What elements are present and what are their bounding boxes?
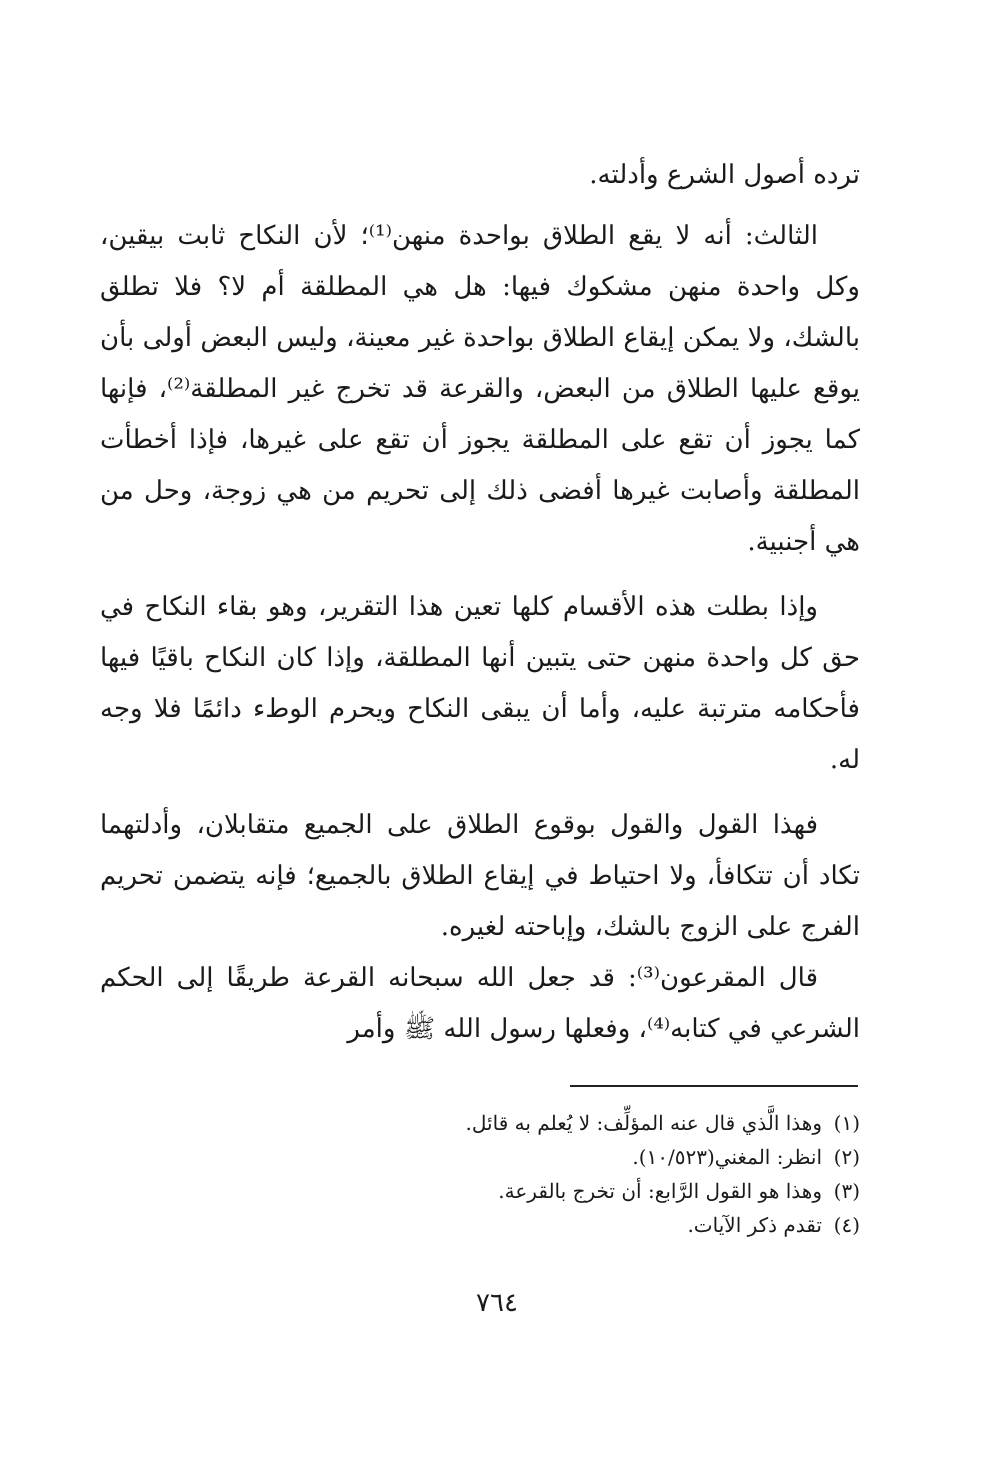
footnote-item bbox=[260, 1140, 860, 1174]
footnote-item bbox=[260, 1208, 860, 1242]
footnote-number: (٣) bbox=[833, 1179, 860, 1203]
footnote-item bbox=[260, 1106, 860, 1140]
page-number: ٧٦٤ bbox=[476, 1288, 518, 1318]
footnote-text: تقدم ذكر الآيات. bbox=[687, 1213, 822, 1237]
main-text bbox=[100, 150, 860, 1055]
footnote-number: (٤) bbox=[833, 1213, 860, 1237]
paragraph-2: الثالث: أنه لا يقع الطلاق بواحدة منهن⁽¹⁾؛ لأن النكاح ثابت بيقين، وكل واحدة منهن مشكوك فيها: هل هي المطلقة أم لا؟ فلا تطلق بالشك، ولا يمكن إيقاع الطلاق بواحدة غير معينة، وليس البعض أولى بأن يوقع عليها الطلاق من البعض، والقرعة قد تخرج غير المطلقة⁽²⁾، فإنها كما يجوز أن تقع على المطلقة يجوز أن تقع على غيرها، فإذا أخطأت المطلقة وأصابت غيرها أفضى ذلك إلى تحريم من هي زوجة، وحل من هي أجنبية. bbox=[100, 221, 860, 557]
footnotes bbox=[260, 1106, 860, 1242]
footnote-text: وهذا هو القول الرَّابع: أن تخرج بالقرعة. bbox=[498, 1179, 822, 1203]
paragraph-4: فهذا القول والقول بوقوع الطلاق على الجميع متقابلان، وأدلتهما تكاد أن تتكافأ، ولا احتياط في إيقاع الطلاق بالجميع؛ فإنه يتضمن تحريم الفرج على الزوج بالشك، وإباحته لغيره. bbox=[100, 810, 860, 942]
paragraph-1: ترده أصول الشرع وأدلته. bbox=[589, 160, 860, 190]
paragraph-5: قال المقرعون⁽³⁾: قد جعل الله سبحانه القرعة طريقًا إلى الحكم الشرعي في كتابه⁽⁴⁾، وفعلها رسول الله ﷺ وأمر bbox=[100, 963, 860, 1044]
footnote-text: وهذا الَّذي قال عنه المؤلِّف: لا يُعلم به قائل. bbox=[465, 1111, 822, 1135]
footnote-item bbox=[260, 1174, 860, 1208]
footnote-text: انظر: المغني(١٠/٥٢٣). bbox=[632, 1145, 822, 1169]
footnote-divider bbox=[570, 1085, 858, 1087]
footnote-number: (٢) bbox=[833, 1145, 860, 1169]
paragraph-3: وإذا بطلت هذه الأقسام كلها تعين هذا التقرير، وهو بقاء النكاح في حق كل واحدة منهن حتى يتبين أنها المطلقة، وإذا كان النكاح باقيًا فيها فأحكامه مترتبة عليه، وأما أن يبقى النكاح ويحرم الوطء دائمًا فلا وجه له. bbox=[100, 592, 860, 775]
footnote-number: (١) bbox=[833, 1111, 860, 1135]
